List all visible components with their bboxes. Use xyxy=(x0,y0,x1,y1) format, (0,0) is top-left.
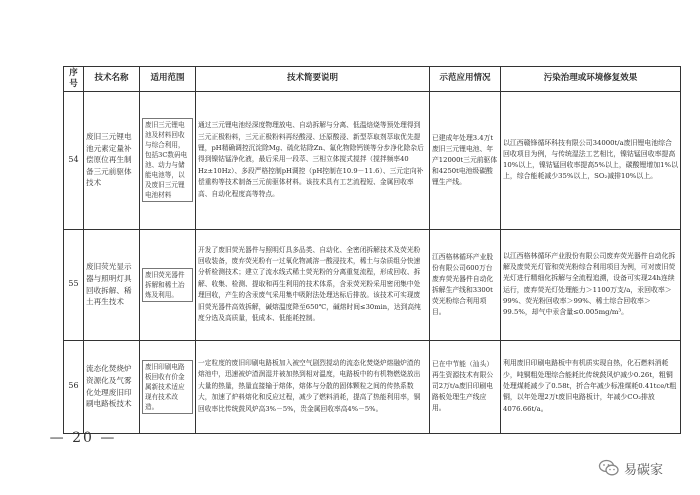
row-scope xyxy=(140,340,196,433)
row-effect: 以江西赣锋循环科技有限公司34000t/a废旧锂电池综合回收项目为例，与传统湿法工艺相比，镍钴锰回收率提高10%以上，镍钴锰回收率提高5%以上，碳酸锂增加1%以上，综合能耗减少35%以上，SO₂减排10%以上。 xyxy=(501,91,681,229)
row-tech-name: 流态化焚烧炉资源化及气雾化处理废旧印刷电路板技术 xyxy=(84,340,140,433)
row-no: 54 xyxy=(64,91,84,229)
row-no: 55 xyxy=(64,229,84,340)
scope-text: 废旧印刷电路板回收有价金属新技术适应现有技术改造。 xyxy=(142,360,193,414)
scope-text: 废旧荧光器件拆解和稀土冶炼及利用。 xyxy=(142,268,193,302)
brand-watermark xyxy=(598,456,694,480)
technology-table xyxy=(63,66,681,434)
table-header-row xyxy=(64,67,681,92)
header-application: 示范应用情况 xyxy=(430,67,501,92)
row-application: 江西格林循环产业股份有限公司600万台废弃荧光器件自动化拆解生产线和3300t荧光粉综合利用项目。 xyxy=(430,229,501,340)
brand-name: 易碳家 xyxy=(624,462,664,478)
row-tech-name: 废旧三元锂电池元素定量补偿原位再生制备三元前驱体技术 xyxy=(84,91,140,229)
header-tech-name: 技术名称 xyxy=(84,67,140,92)
row-no: 56 xyxy=(64,340,84,433)
page-number: — 20 — xyxy=(49,430,117,446)
wechat-icon xyxy=(598,458,620,478)
table-row xyxy=(64,340,681,433)
table-row xyxy=(64,229,681,340)
row-description: 开发了废旧荧光器件与照明灯具多品类、自动化、全密闭拆解技术及荧光粉回收装备，废弃荧光粉有一过氧化物减溶一酸浸技术，稀土与杂质组分快速分析检测技术；建立了流水线式稀土荧光粉的分离重复流程，形成回收、拆解、收集、检测、提取和再生利用的技术体系，含汞荧光粉采用密闭集中处理回收，产生的含汞废气采用集中吸附法处理达标后排放。该技术可实现废旧荧光器件高效拆解，碱熔温度降至650℃，碱熔时间≤30min，达到高纯度分选及高质量，低成本、低能耗控制。 xyxy=(196,229,430,340)
row-description: 一定粒度的废旧印刷电路板加入被空气剧烈搅动的流态化焚烧炉熔融炉渣的熔池中，迅速被炉渣润湿并被加热到相对温度，电路板中的有机物燃烧放出大量的热量，热量直接输于熔体，熔体与分散的固体颗粒之间的传热系数大，加速了炉料熔化和反应过程，减少了燃料消耗，提高了热能利用率，铜回收率比传统鼓风炉高3%－5%，贵金属回收率高4%－5%。 xyxy=(196,340,430,433)
header-scope: 适用范围 xyxy=(140,67,196,92)
row-application: 已在中节能（汕头）再生资源技术有限公司2万t/a废旧印刷电路板处理生产线应用。 xyxy=(430,340,501,433)
table-row xyxy=(64,91,681,229)
row-description: 通过三元锂电池经深度物理放电、自动拆解与分离、低温焙烧等预处理得到三元正极粉料，三元正极粉料再经酸浸、还原酸浸、新型萃取剂萃取优先提锂，pH精确调控沉淀除Mg、硫化钴除Zn、氟化物除钙镁等分步净化除杂后得到镍钴锰净化液，最后采用一段萃、三相立体搅式搅拌（搅拌频率40 Hz±10Hz）、多段严格控制pH调控（pH控制在10.9－11.6）、三元定向补偿重构等技术制备三元前驱体材料。该技术具有工艺流程短、金属回收率高、自动化程度高等特点。 xyxy=(196,91,430,229)
row-effect: 利用废旧印刷电路板中有机质实现自热，化石燃料消耗少，吨铜粗处理综合能耗比传统鼓风炉减少0.26t，粗铜处理煤耗减少了0.58t，折合年减少标准煤耗0.41tce/t粗铜，以年处理2万t废旧电路板计，年减少CO₂排放4076.66t/a。 xyxy=(501,340,681,433)
row-tech-name: 废旧荧光显示器与照明灯具回收拆解、稀土再生技术 xyxy=(84,229,140,340)
row-application: 已建成年处理3.4万t废旧三元锂电池、年产12000t三元前驱体和4250t电池级碳酸锂生产线。 xyxy=(430,91,501,229)
scope-text: 废旧三元锂电池及材料回收与综合利用，包括3C数码电池、动力与储能电池等，以及废旧三元锂电池材料 xyxy=(142,118,193,202)
row-scope xyxy=(140,229,196,340)
header-effect: 污染治理或环境修复效果 xyxy=(501,67,681,92)
header-description: 技术简要说明 xyxy=(196,67,430,92)
row-scope xyxy=(140,91,196,229)
header-no: 序号 xyxy=(64,67,84,92)
row-effect: 以江西格林循环产业股份有限公司废弃荧光器件自动化拆解及废荧光灯管和荧光粉综合利用项目为例，可对废旧荧光灯进行精细化拆解与全流程追溯，设备可实现24h连续运行，废弃荧光灯处理能力＞1100万支/a，汞回收率＞99%、荧光粉回收率＞99%、稀土综合回收率＞99.5%，却气中汞含量≤0.005mg/m³。 xyxy=(501,229,681,340)
